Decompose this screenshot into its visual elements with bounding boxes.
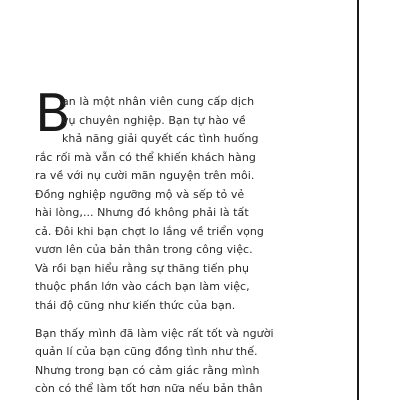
paragraph-1-line: Và rồi bạn hiểu rằng sự thăng tiến phụ [35,262,249,275]
paragraph-1-line: thái độ cũng như kiến thức của bạn. [35,299,236,312]
paragraph-1-line: cả. Đôi khi bạn chợt lo lắng về triển vọng [35,225,264,238]
paragraph-1-line: ạn là một nhân viên cung cấp dịch [62,95,255,108]
paragraph-1-line: rắc rối mà vẫn có thể khiến khách hàng [35,151,256,164]
paragraph-2-line: còn có thể làm tốt hơn nữa nếu bản thân [35,382,263,395]
paragraph-1-line: khả năng giải quyết các tình huống [62,132,259,145]
paragraph-2-line: quản lí của bạn cũng đồng tình như thế. [35,345,258,358]
page-right-border [357,0,359,400]
paragraph-1-line: Đồng nghiệp ngưỡng mộ và sếp tỏ vẻ [35,188,245,201]
paragraph-1-line: thuộc phần lớn vào cách bạn làm việc, [35,280,250,293]
paragraph-2-line: Nhưng trong bạn có cảm giác rằng mình [35,364,260,377]
paragraph-1-line: vụ chuyên nghiệp. Bạn tự hào về [62,114,246,127]
paragraph-1-line: vươn lên của bản thân trong công việc. [35,243,253,256]
paragraph-2-line: Bạn thấy mình đã làm việc rất tốt và người [35,327,274,340]
paragraph-1-line: ra về với nụ cười mãn nguyện trên môi. [35,169,255,182]
paragraph-1-line: hài lòng,... Nhưng đó không phải là tất [35,206,249,219]
dropcap-letter: B [35,84,71,144]
